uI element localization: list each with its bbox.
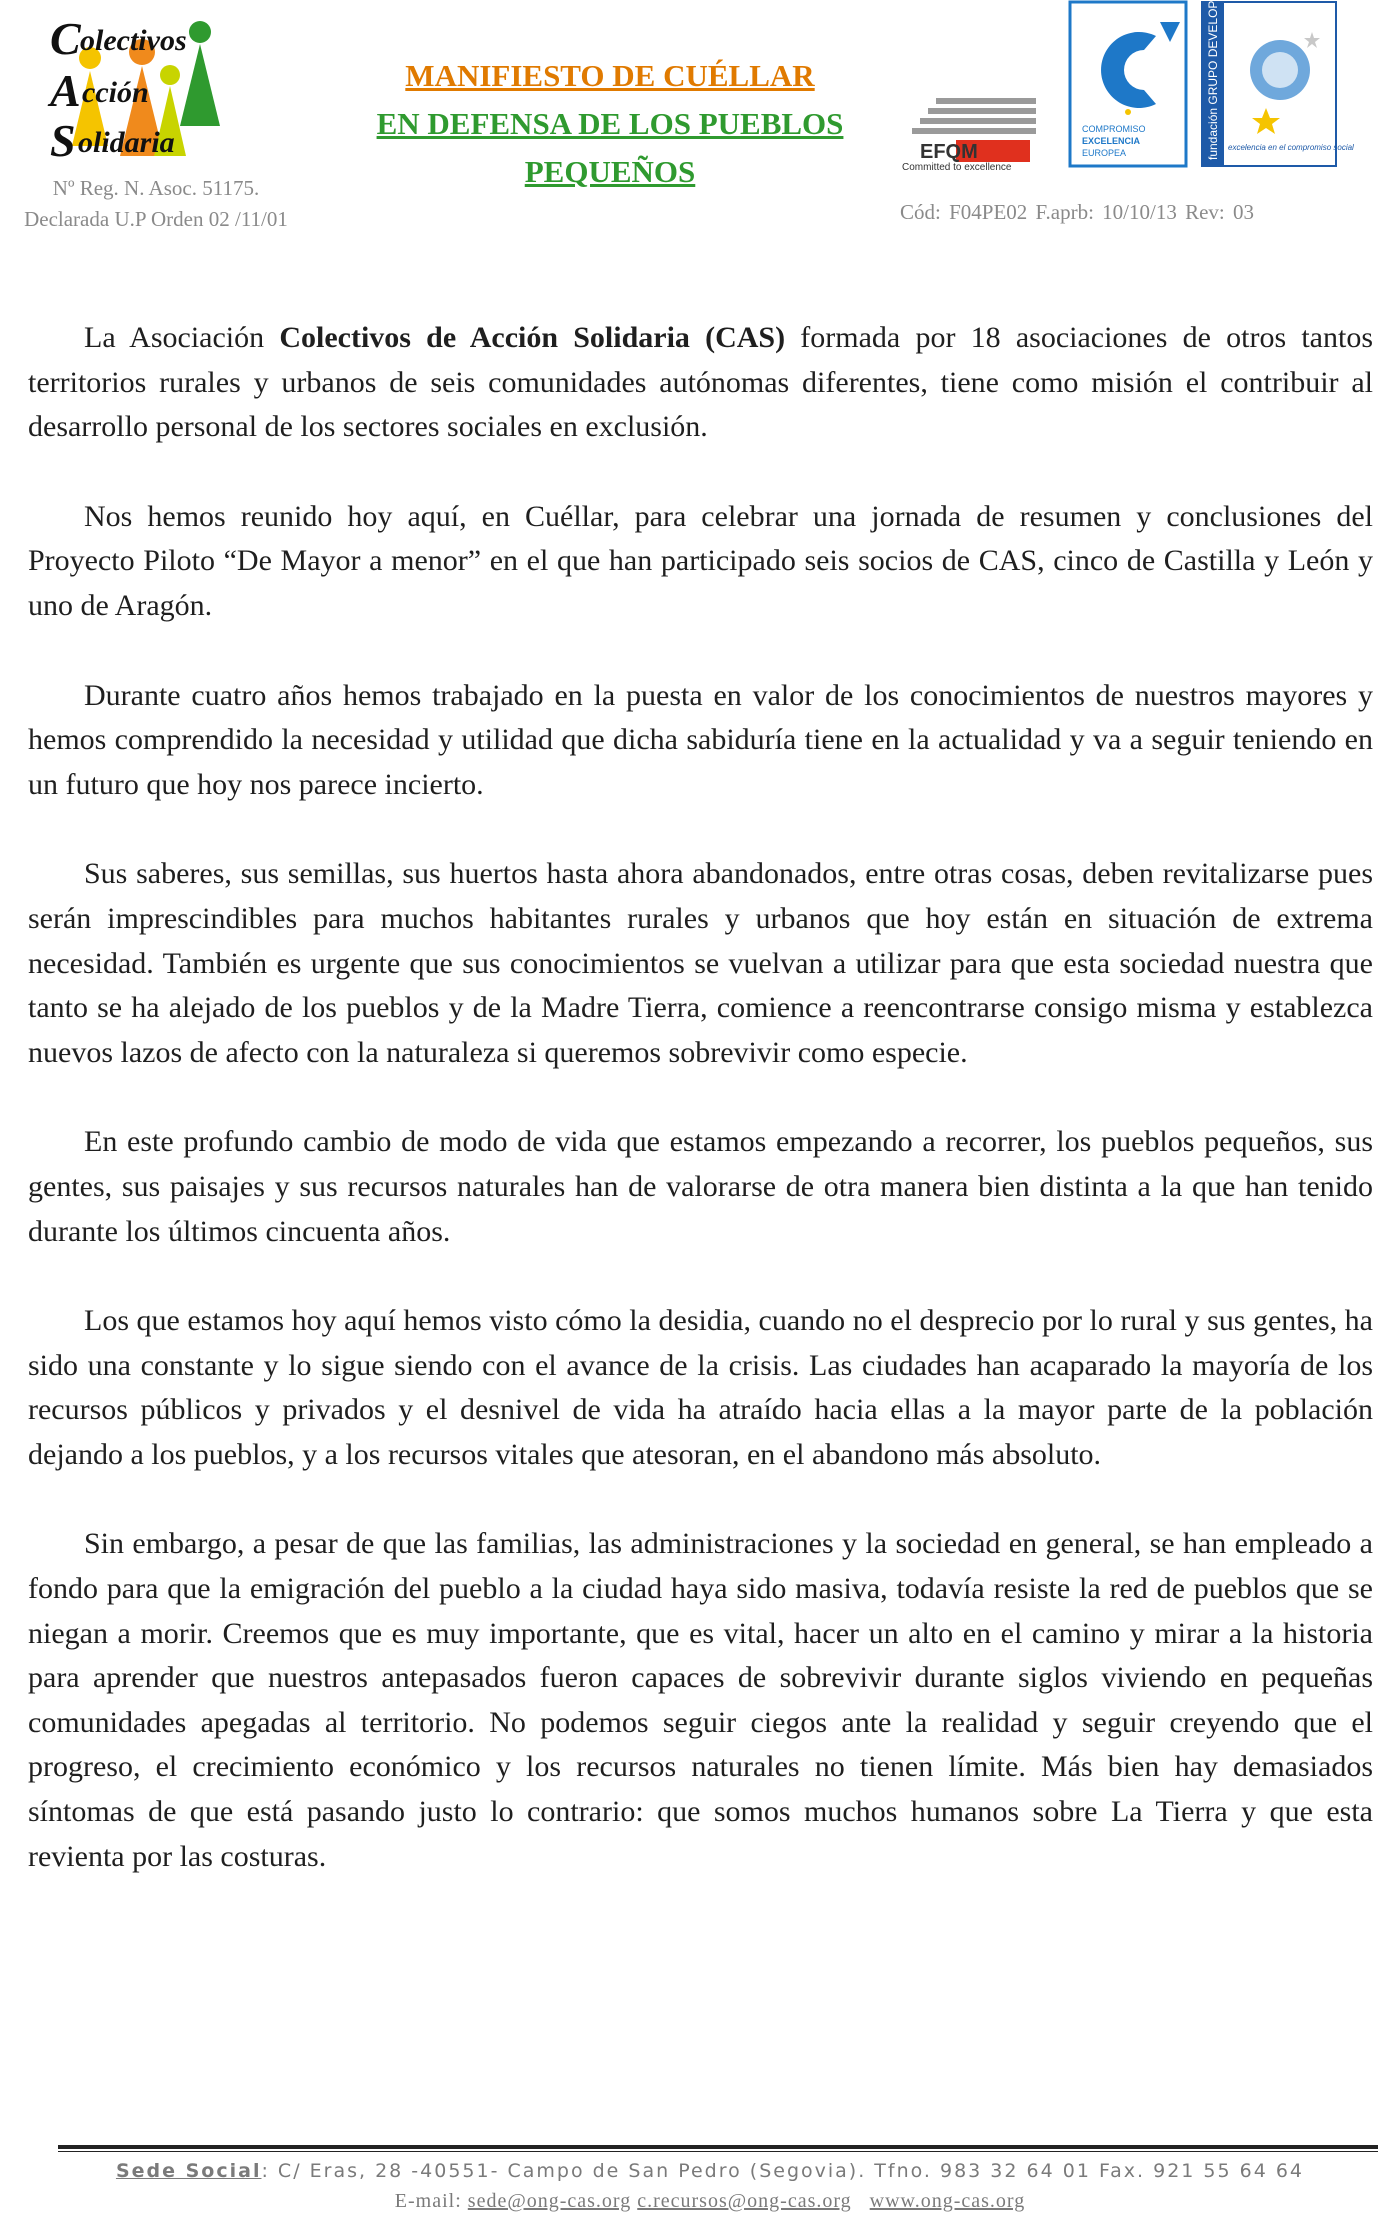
email-link-recursos[interactable]: c.recursos@ong-cas.org <box>637 2190 852 2212</box>
title-line-1: MANIFIESTO DE CUÉLLAR <box>405 58 815 93</box>
svg-text:Committed to excellence: Committed to excellence <box>902 162 1012 173</box>
compromiso-excelencia-badge <box>1068 0 1188 168</box>
footer <box>20 2156 1400 2216</box>
document-code: Cód: F04PE02 F.aprb: 10/10/13 Rev: 03 <box>900 200 1255 224</box>
paragraph-2: Nos hemos reunido hoy aquí, en Cuéllar, para celebrar una jornada de resumen y conclusiones del Proyecto Piloto “De Mayor a menor” en el que han participado seis socios de CAS, cinco de Castilla y León y uno de Aragón. <box>28 499 1373 622</box>
public-utility-declaration: Declarada U.P Orden 02 /11/01 <box>24 207 288 231</box>
fundacion-grupo-develop-badge <box>1200 0 1354 168</box>
paragraph-4: Sus saberes, sus semillas, sus huertos hasta ahora abandonados, entre otras cosas, deben revitalizarse pues serán imprescindibles para muchos habitantes rurales y urbanos que hoy están en situación de extrema necesidad. También es urgente que sus conocimientos se vuelvan a utilizar para que esta sociedad nuestra que tanto se ha alejado de los pueblos y de la Madre Tierra, comience a reencontrarse consigo misma y establezca nuevos lazos de afecto con la naturaleza si queremos sobrevivir como especie. <box>28 857 1373 1069</box>
svg-text:EFQM: EFQM <box>920 141 978 163</box>
sede-label: Sede Social <box>115 2160 262 2182</box>
paragraph-6: Los que estamos hoy aquí hemos visto cómo la desidia, cuando no el desprecio por lo rural y sus gentes, ha sido una constante y lo sigue siendo con el avance de la crisis. Las ciudades han acaparado la mayoría de los recursos públicos y privados y el desnivel de vida ha atraído hacia ellas a la mayor parte de la población dejando a los pueblos, y a los recursos vitales que atesoran, en el abandono más absoluto. <box>28 1304 1373 1471</box>
paragraph-3: Durante cuatro años hemos trabajado en la puesta en valor de los conocimientos de nuestros mayores y hemos comprendido la necesidad y utilidad que dicha sabiduría tiene en la actualidad y va a seguir teniendo en un futuro que hoy nos parece incierto. <box>28 678 1373 801</box>
manifesto-body <box>28 316 1373 1924</box>
paragraph-5: En este profundo cambio de modo de vida que estamos empezando a recorrer, los pueblos pequeños, sus gentes, sus paisajes y sus recursos naturales han de valorarse de otra manera bien distinta a la que han tenido durante los últimos cincuenta años. <box>28 1125 1373 1248</box>
title-line-2: EN DEFENSA DE LOS PUEBLOS PEQUEÑOS <box>376 106 844 189</box>
svg-text:C: C <box>50 13 81 64</box>
svg-text:olidaria: olidaria <box>78 126 175 159</box>
document-title <box>330 52 890 196</box>
svg-text:excelencia en el compromiso so: excelencia en el compromiso social <box>1228 143 1354 152</box>
registration-number: Nº Reg. N. Asoc. 51175. <box>52 176 260 200</box>
svg-text:olectivos: olectivos <box>80 24 187 57</box>
efqm-logo <box>900 90 1060 172</box>
website-link[interactable]: www.ong-cas.org <box>869 2190 1026 2212</box>
svg-text:COMPROMISO: COMPROMISO <box>1082 124 1146 134</box>
svg-text:S: S <box>50 115 76 166</box>
cas-logo <box>50 6 245 166</box>
paragraph-7: Sin embargo, a pesar de que las familias, las administraciones y la sociedad en general, se han empleado a fondo para que la emigración del pueblo a la ciudad haya sido masiva, todavía resiste la red de pueblos que se niegan a morir. Creemos que es muy importante, que es vital, hacer un alto en el camino y mirar a la historia para aprender que nuestros antepasados fueron capaces de sobrevivir durante siglos viviendo en pequeñas comunidades apegadas al territorio. No podemos seguir ciegos ante la realidad y seguir creyendo que el progreso, el crecimiento económico y los recursos naturales no tienen límite. Más bien hay demasiados síntomas de que está pasando justo lo contrario: que somos muchos humanos sobre La Tierra y que esta revienta por las costuras. <box>28 1527 1373 1873</box>
registration-info <box>0 173 312 235</box>
svg-text:cción: cción <box>82 76 149 109</box>
footer-divider <box>58 2145 1378 2149</box>
footer-contact-line: E-mail: sede@ong-cas.org c.recursos@ong-cas.org www.ong-cas.org <box>394 2190 1026 2212</box>
svg-text:fundación GRUPO DEVELOP: fundación GRUPO DEVELOP <box>1206 0 1220 160</box>
svg-text:EXCELENCIA: EXCELENCIA <box>1082 136 1141 146</box>
email-link-sede[interactable]: sede@ong-cas.org <box>467 2190 632 2212</box>
footer-address-line <box>20 2156 1400 2186</box>
paragraph-1: La Asociación Colectivos de Acción Solidaria (CAS) formada por 18 asociaciones de otros tantos territorios rurales y urbanos de seis comunidades autónomas diferentes, tiene como misión el contribuir al desarrollo personal de los sectores sociales en exclusión. <box>28 321 1373 444</box>
svg-text:EUROPEA: EUROPEA <box>1082 148 1127 158</box>
svg-text:A: A <box>50 65 81 116</box>
address: : C/ Eras, 28 -40551- Campo de San Pedro (Segovia). Tfno. 983 32 64 01 Fax. 921 55 64 64 <box>261 2160 1305 2182</box>
organization-name: Colectivos de Acción Solidaria (CAS) <box>279 321 786 354</box>
footer-divider-thin <box>58 2151 1378 2152</box>
